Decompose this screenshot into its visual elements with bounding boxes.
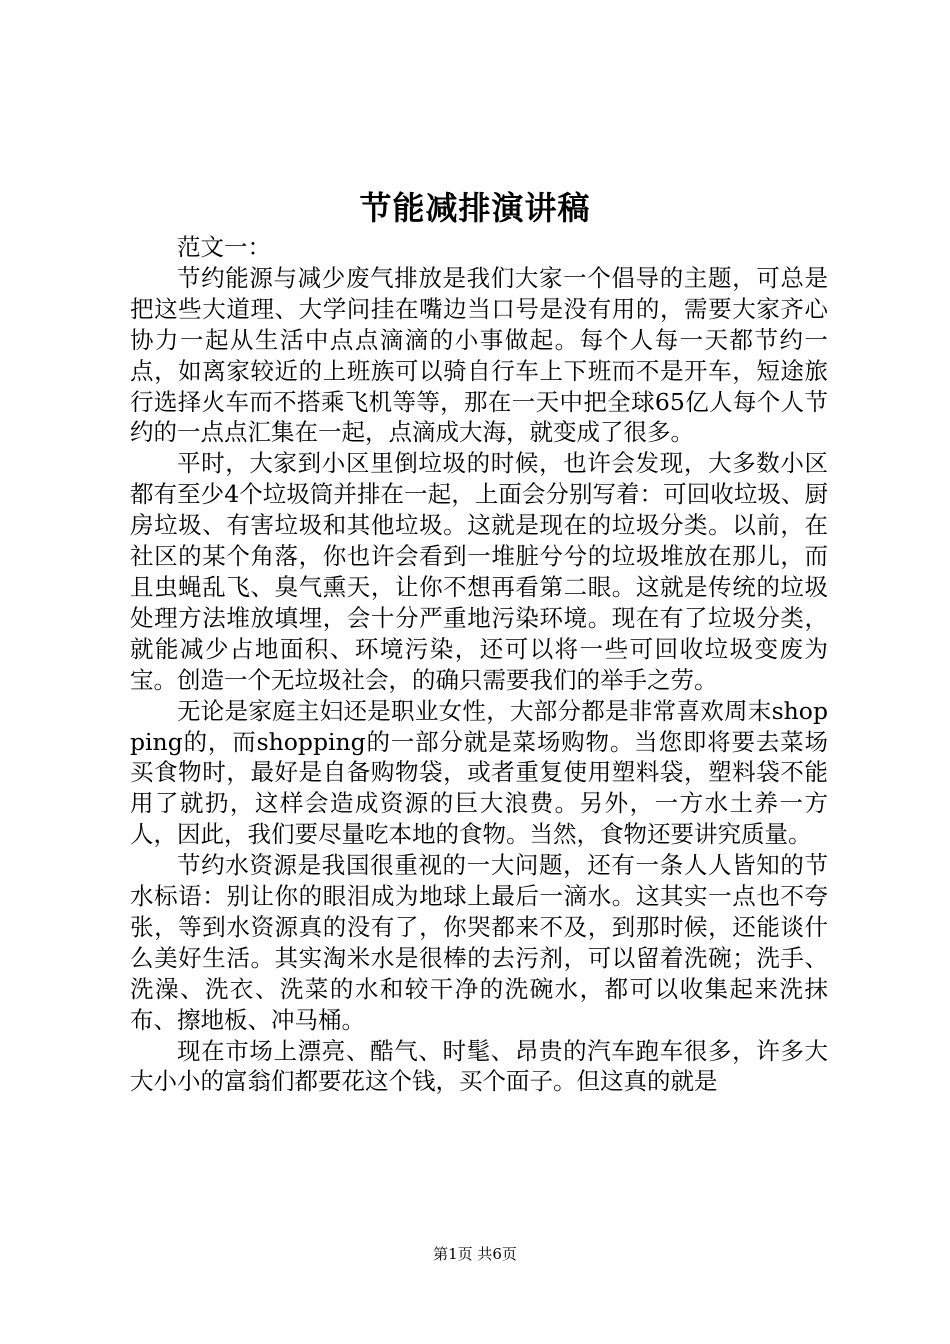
paragraph: 平时，大家到小区里倒垃圾的时候，也许会发现，大多数小区都有至少4个垃圾筒并排在一起，上面会分别写着：可回收垃圾、厨房垃圾、有害垃圾和其他垃圾。这就是现在的垃圾分类。以前，在社区的某个角落，你也许会看到一堆脏兮兮的垃圾堆放在那儿，而且虫蝇乱飞、臭气熏天，让你不想再看第二眼。这就是传统的垃圾处理方法堆放填埋，会十分严重地污染环境。现在有了垃圾分类，就能减少占地面积、环境污染，还可以将一些可回收垃圾变废为宝。创造一个无垃圾社会，的确只需要我们的举手之劳。 [130,449,828,694]
paragraph: 现在市场上漂亮、酷气、时髦、昂贵的汽车跑车很多，许多大大小小的富翁们都要花这个钱，买个面子。但这真的就是 [130,1036,828,1096]
paragraph: 节约水资源是我国很重视的一大问题，还有一条人人皆知的节水标语：别让你的眼泪成为地球上最后一滴水。这其实一点也不夸张，等到水资源真的没有了，你哭都来不及，到那时候，还能谈什么美好生活。其实淘米水是很棒的去污剂，可以留着洗碗；洗手、洗澡、洗衣、洗菜的水和较干净的洗碗水，都可以收集起来洗抹布、擦地板、冲马桶。 [130,851,828,1034]
paragraph: 无论是家庭主妇还是职业女性，大部分都是非常喜欢周末shopping的，而shopping的一部分就是菜场购物。当您即将要去菜场买食物时，最好是自备购物袋，或者重复使用塑料袋，塑料袋不能用了就扔，这样会造成资源的巨大浪费。另外，一方水土养一方人，因此，我们要尽量吃本地的食物。当然，食物还要讲究质量。 [130,696,828,849]
page-number-footer: 第1页 共6页 [433,1245,517,1263]
document-body [130,232,828,1097]
paragraph-label: 范文一： [177,233,271,261]
document-title: 节能减排演讲稿 [359,189,591,227]
paragraph: 节约能源与减少废气排放是我们大家一个倡导的主题，可总是把这些大道理、大学问挂在嘴边当口号是没有用的，需要大家齐心协力一起从生活中点点滴滴的小事做起。每个人每一天都节约一点，如离家较近的上班族可以骑自行车上下班而不是开车，短途旅行选择火车而不搭乘飞机等等，那在一天中把全球65亿人每个人节约的一点点汇集在一起，点滴成大海，就变成了很多。 [130,263,828,447]
